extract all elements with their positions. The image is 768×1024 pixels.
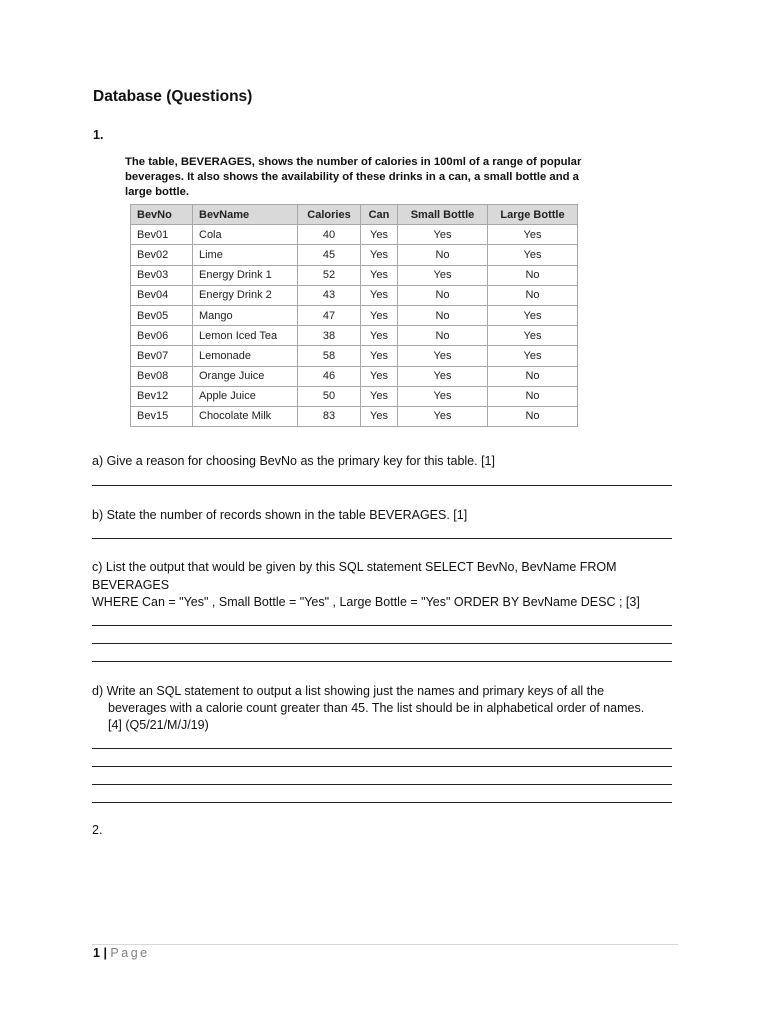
table-cell: 40 <box>298 225 361 245</box>
table-cell: Bev03 <box>131 265 193 285</box>
table-cell: 52 <box>298 265 361 285</box>
page-number: 1 <box>93 946 100 960</box>
table-cell: Yes <box>398 406 488 426</box>
answer-line <box>92 661 672 662</box>
table-cell: Yes <box>488 346 578 366</box>
table-cell: Yes <box>361 326 398 346</box>
question-a-text: a) Give a reason for choosing BevNo as the primary key for this table. [1] <box>92 454 495 468</box>
table-row <box>131 285 578 305</box>
table-row <box>131 386 578 406</box>
column-header: Calories <box>298 205 361 225</box>
table-cell: Yes <box>398 225 488 245</box>
table-cell: Yes <box>361 245 398 265</box>
table-cell: 38 <box>298 326 361 346</box>
table-cell: No <box>488 285 578 305</box>
table-cell: 46 <box>298 366 361 386</box>
table-row <box>131 406 578 426</box>
table-cell: Yes <box>361 285 398 305</box>
table-cell: Bev08 <box>131 366 193 386</box>
table-cell: Yes <box>488 225 578 245</box>
table-cell: Yes <box>361 366 398 386</box>
question-b-text: b) State the number of records shown in the table BEVERAGES. [1] <box>92 508 468 522</box>
table-cell: Yes <box>361 346 398 366</box>
question-d-line-2: beverages with a calorie count greater than 45. The list should be in alphabetical order of names. <box>108 701 645 715</box>
page-title: Database (Questions) <box>93 88 253 105</box>
table-cell: 43 <box>298 285 361 305</box>
table-row <box>131 326 578 346</box>
table-cell: Orange Juice <box>193 366 298 386</box>
answer-line <box>92 538 672 539</box>
table-cell: Energy Drink 1 <box>193 265 298 285</box>
table-cell: Yes <box>361 225 398 245</box>
table-cell: 83 <box>298 406 361 426</box>
question-d-line-3: [4] (Q5/21/M/J/19) <box>108 718 209 732</box>
table-row <box>131 366 578 386</box>
answer-line <box>92 766 672 767</box>
table-row <box>131 245 578 265</box>
table-cell: Bev05 <box>131 305 193 325</box>
table-cell: Yes <box>488 305 578 325</box>
answer-line <box>92 485 672 486</box>
page-label: Page <box>110 946 150 960</box>
table-row <box>131 225 578 245</box>
beverages-table <box>130 204 578 427</box>
question-c-line-1: c) List the output that would be given by this SQL statement SELECT BevNo, BevName FROM <box>92 560 617 574</box>
table-cell: 45 <box>298 245 361 265</box>
table-cell: Bev15 <box>131 406 193 426</box>
question-c-line-2: BEVERAGES <box>92 578 170 592</box>
table-cell: 58 <box>298 346 361 366</box>
table-cell: Apple Juice <box>193 386 298 406</box>
table-cell: Yes <box>361 265 398 285</box>
table-cell: No <box>488 386 578 406</box>
column-header: Large Bottle <box>488 205 578 225</box>
table-row <box>131 305 578 325</box>
question-2-number: 2. <box>92 823 103 837</box>
table-cell: Lemon Iced Tea <box>193 326 298 346</box>
table-cell: Yes <box>398 366 488 386</box>
column-header: BevNo <box>131 205 193 225</box>
answer-line <box>92 643 672 644</box>
table-cell: Bev04 <box>131 285 193 305</box>
table-cell: Yes <box>398 265 488 285</box>
table-cell: No <box>398 285 488 305</box>
table-row <box>131 346 578 366</box>
page-footer <box>93 946 150 960</box>
table-cell: Yes <box>398 346 488 366</box>
table-cell: 47 <box>298 305 361 325</box>
table-cell: Bev12 <box>131 386 193 406</box>
answer-line <box>92 802 672 803</box>
table-cell: Yes <box>361 386 398 406</box>
table-cell: Mango <box>193 305 298 325</box>
table-cell: No <box>398 245 488 265</box>
table-cell: Yes <box>488 245 578 265</box>
column-header: Small Bottle <box>398 205 488 225</box>
table-cell: No <box>488 265 578 285</box>
table-cell: Cola <box>193 225 298 245</box>
footer-separator: | <box>103 946 107 960</box>
table-cell: Yes <box>361 305 398 325</box>
answer-line <box>92 784 672 785</box>
question-1-number: 1. <box>93 128 104 142</box>
table-cell: Lime <box>193 245 298 265</box>
column-header: Can <box>361 205 398 225</box>
table-cell: Yes <box>488 326 578 346</box>
table-cell: Bev07 <box>131 346 193 366</box>
question-1-intro: The table, BEVERAGES, shows the number of calories in 100ml of a range of popular beverages. It also shows the availability of these drinks in a can, a small bottle and a large bottle. <box>125 156 582 198</box>
column-header: BevName <box>193 205 298 225</box>
table-cell: Bev01 <box>131 225 193 245</box>
question-d-line-1: d) Write an SQL statement to output a list showing just the names and primary keys of all the <box>92 684 605 698</box>
answer-line <box>92 625 672 626</box>
table-cell: Chocolate Milk <box>193 406 298 426</box>
table-cell: No <box>488 366 578 386</box>
table-cell: 50 <box>298 386 361 406</box>
table-header-row <box>131 205 578 225</box>
table-cell: No <box>398 326 488 346</box>
table-cell: Bev02 <box>131 245 193 265</box>
table-cell: Bev06 <box>131 326 193 346</box>
answer-line <box>92 748 672 749</box>
table-cell: No <box>398 305 488 325</box>
table-cell: Yes <box>361 406 398 426</box>
table-row <box>131 265 578 285</box>
table-cell: No <box>488 406 578 426</box>
table-cell: Lemonade <box>193 346 298 366</box>
footer-divider <box>92 944 678 945</box>
table-cell: Energy Drink 2 <box>193 285 298 305</box>
table-cell: Yes <box>398 386 488 406</box>
question-c-line-3: WHERE Can = "Yes" , Small Bottle = "Yes" , Large Bottle = "Yes" ORDER BY BevName DESC ; [3] <box>92 595 640 609</box>
